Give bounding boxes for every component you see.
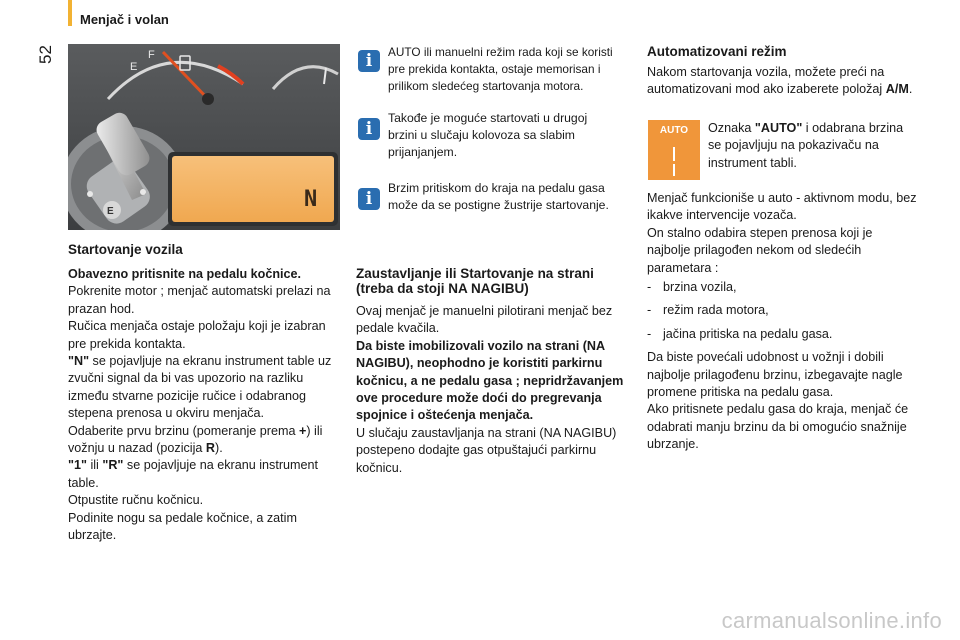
list-item: - brzina vozila, (647, 280, 737, 295)
info-note: Brzim pritiskom do kraja na pedalu gasa može da se postigne žustrije startovanje. (388, 181, 609, 212)
info-icon: i (358, 188, 380, 210)
paragraph: Podinite nogu sa pedale kočnice, a zatim ubrzajte. (68, 510, 297, 543)
dashboard-photo (68, 44, 340, 230)
warning-text: Da biste imobilizovali vozilo na strani (NA NAGIBU), neophodno je koristiti parkirnu kočnicu, a ne pedalu gasa ; nepridržavanjem ove procedure može doći do pregrevanja spojnice i oštećenja menjača. (356, 338, 624, 423)
page-number: 52 (36, 45, 55, 64)
watermark: carmanualsonline.info (721, 608, 942, 633)
list-item: - režim rada motora, (647, 303, 769, 318)
paragraph: On stalno odabira stepen prenosa koji je najbolje prilagođen nekom od sledećih parametara : (647, 225, 873, 275)
paragraph: Ako pritisnete pedalu gasa do kraja, menjač će odabrati manju brzinu da bi omogućio snažnije ubrzanje. (647, 402, 909, 452)
paragraph: U slučaju zaustavljanja na strani (NA NAGIBU) postepeno dodajte gas otpuštajući parkirnu kočnicu. (356, 425, 617, 475)
list-item: - jačina pritiska na pedalu gasa. (647, 326, 833, 341)
paragraph: Menjač funkcioniše u auto - aktivnom modu, bez ikakve intervencije vozača. (647, 191, 917, 223)
gauge-empty-mark: E (130, 61, 138, 73)
header-accent-bar (68, 0, 72, 26)
paragraph: Ručica menjača ostaje položaju koji je izabran pre prekida kontakta. (68, 319, 326, 351)
info-icon: i (358, 118, 380, 140)
heading-nagib: Zaustavljanje ili Startovanje na strani (treba da stoji NA NAGIBU) (356, 266, 594, 296)
paragraph: Nakom startovanja vozila, možete preći na automatizovani mod ako izaberete položaj A/M. (647, 65, 913, 97)
paragraph: Otpustite ručnu kočnicu. (68, 493, 204, 508)
paragraph: Pokrenite motor ; menjač automatski prelazi na prazan hod. (68, 284, 331, 316)
auto-description: Oznaka "AUTO" i odabrana brzina se pojavljuju na pokazivaču na instrument tabli. (708, 121, 904, 170)
info-note: AUTO ili manuelni režim rada koji se koristi pre prekida kontakta, ostaje memorisan i prilikom sledećeg startovanja motora. (388, 45, 613, 93)
gear-indicator: N (304, 187, 318, 212)
startup-instructions (68, 266, 340, 545)
heading-automatizovani: Automatizovani režim (647, 44, 787, 59)
paragraph: "N" se pojavljuje na ekranu instrument table uz zvučni signal da bi vas upozorio na razliku između stvarne pozicije ručice i odabranog stepena prenosa u okviru menjača. (68, 354, 332, 421)
section-title: Menjač i volan (80, 12, 169, 27)
paragraph: Ovaj menjač je manuelni pilotirani menjač bez pedale kvačila. (356, 304, 613, 336)
paragraph: Odaberite prvu brzinu (pomeranje prema +) ili vožnju u nazad (pozicija R). (68, 423, 323, 456)
auto-indicator (648, 120, 700, 180)
paragraph: "1" ili "R" se pojavljuje na ekranu instrument table. (68, 458, 319, 490)
info-note: Takođe je moguće startovati u drugoj brzini u slučaju kolovoza sa slabim prijanjanjem. (388, 111, 588, 159)
paragraph: Da biste povećali udobnost u vožnji i dobili najbolje prilagođenu brzinu, izbegavajte nagle promene pritiska na pedalu gasa. (647, 350, 903, 400)
slope-instructions (356, 303, 624, 477)
bold-intro: Obavezno pritisnite na pedalu kočnice. (68, 267, 302, 281)
svg-text:E: E (107, 206, 114, 217)
gauge-full-mark: F (148, 49, 155, 61)
heading-startovanje: Startovanje vozila (68, 242, 183, 257)
auto-label: AUTO (659, 125, 689, 136)
info-icon: i (358, 50, 380, 72)
auto-mode-details (647, 190, 919, 454)
